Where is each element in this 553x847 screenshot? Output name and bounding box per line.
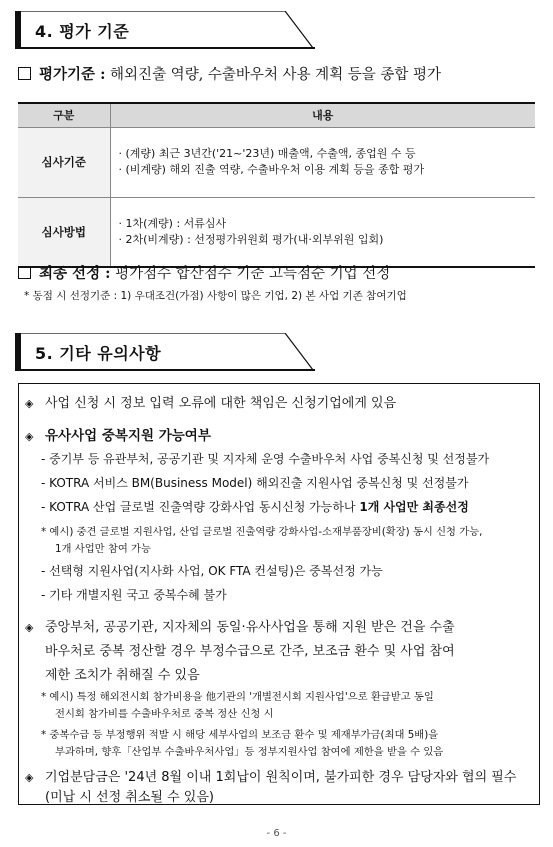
diamond-bullet-icon: ◈	[25, 621, 34, 634]
table-row	[18, 127, 535, 197]
table-row-line: · (계량) 최근 3년간('21~'23년) 매출액, 수출액, 종업원 수 등	[118, 147, 416, 160]
table-row-content	[110, 197, 535, 267]
table-row-line: · 2차(비계량) : 선정평가위원회 평가(내·외부위원 입회)	[118, 232, 384, 246]
section4-header	[15, 11, 315, 49]
note-text: 사업 신청 시 정보 입력 오류에 대한 책임은 신청기업에게 있음	[45, 396, 397, 411]
note-item	[25, 424, 211, 444]
table-row-line: · (비계량) 해외 진출 역량, 수출바우처 이용 계획 등을 종합 평가	[118, 163, 425, 176]
diamond-bullet-icon: ◈	[25, 771, 34, 784]
penalty-note: * 중복수급 등 부정행위 적발 시 해당 세부사업의 보조금 환수 및 제재부가금(최대 5배)을	[41, 729, 439, 741]
note-text: 중앙부처, 공공기관, 지자체의 동일·유사사업을 통해 지원 받은 건을 수출	[45, 620, 455, 635]
example-note-cont: 1개 사업만 참여 가능	[55, 543, 151, 555]
table-row	[18, 197, 535, 267]
table-header-content: 내용	[110, 103, 535, 127]
table-row-content	[110, 127, 535, 197]
diamond-bullet-icon: ◈	[25, 397, 34, 410]
note-text: 기업분담금은 '24년 8월 이내 1회납이 원칙이며, 불가피한 경우 담당자와 협의 필수	[45, 770, 517, 785]
example-note: * 예시) 중견 글로벌 지원사업, 산업 글로벌 진출역량 강화사업-소재부품장비(확장) 동시 신청 가능,	[41, 526, 483, 538]
diamond-bullet-icon: ◈	[25, 430, 34, 443]
tie-break-note: * 동점 시 선정기준 : 1) 우대조건(가점) 사항이 많은 기업, 2) 본 사업 기존 참여기업	[24, 290, 407, 302]
note-item	[25, 392, 396, 411]
note-sub-item: - 기타 개별지원 국고 중복수혜 불가	[41, 588, 227, 602]
note-text-cont: (미납 시 선정 취소될 수 있음)	[45, 790, 214, 805]
notes-box	[18, 383, 540, 805]
note-sub-item: - 선택형 지원사업(지사화 사업, OK FTA 컨설팅)은 중복선정 가능	[41, 564, 383, 578]
criteria-table	[18, 102, 535, 268]
note-sub-item: - KOTRA 서비스 BM(Business Model) 해외진출 지원사업 중복신청 및 선정불가	[41, 476, 469, 490]
note-text-cont: 바우처로 중복 정산할 경우 부정수급으로 간주, 보조금 환수 및 사업 참여	[45, 644, 455, 659]
criteria-line	[18, 63, 441, 84]
note-text: 유사사업 중복지원 가능여부	[45, 428, 211, 444]
table-row-label: 심사기준	[18, 127, 110, 197]
penalty-note-cont: 부과하며, 향후「산업부 수출바우처사업」등 정부지원사업 참여에 제한을 받을 수 있음	[55, 746, 444, 758]
section5-title: 5. 기타 유의사항	[35, 344, 162, 363]
criteria-text: 해외진출 역량, 수출바우처 사용 계획 등을 종합 평가	[105, 67, 442, 83]
note-item	[25, 616, 455, 635]
final-selection-text: 평가점수 합산점수 기준 고득점순 기업 선정	[110, 266, 391, 282]
note-item	[25, 766, 516, 785]
note-text-cont: 제한 조치가 취해질 수 있음	[45, 668, 200, 683]
example-note: * 예시) 특정 해외전시회 참가비용을 他기관의 '개별전시회 지원사업'으로 환급받고 동일	[41, 691, 434, 703]
note-sub-emphasis: 1개 사업만 최종선정	[359, 500, 469, 514]
final-selection-line	[18, 262, 390, 283]
table-header-category: 구분	[18, 103, 110, 127]
section5-header	[15, 333, 315, 371]
square-bullet-icon	[18, 266, 31, 279]
final-selection-label: 최종 선정 :	[39, 265, 111, 282]
note-sub-item: - 중기부 등 유관부처, 공공기관 및 지자체 운영 수출바우처 사업 중복신청 및 선정불가	[41, 452, 490, 466]
criteria-label: 평가기준 :	[39, 66, 106, 83]
note-sub-item	[41, 498, 469, 515]
example-note-cont: 전시회 참가비를 수출바우처로 중복 정산 신청 시	[55, 708, 274, 720]
square-bullet-icon	[18, 67, 31, 80]
table-row-line: · 1차(계량) : 서류심사	[118, 216, 227, 230]
table-row-label: 심사방법	[18, 197, 110, 267]
page-number: - 6 -	[266, 828, 287, 839]
section4-title: 4. 평가 기준	[35, 22, 130, 41]
note-sub-text: - KOTRA 산업 글로벌 진출역량 강화사업 동시신청 가능하나	[41, 500, 360, 514]
